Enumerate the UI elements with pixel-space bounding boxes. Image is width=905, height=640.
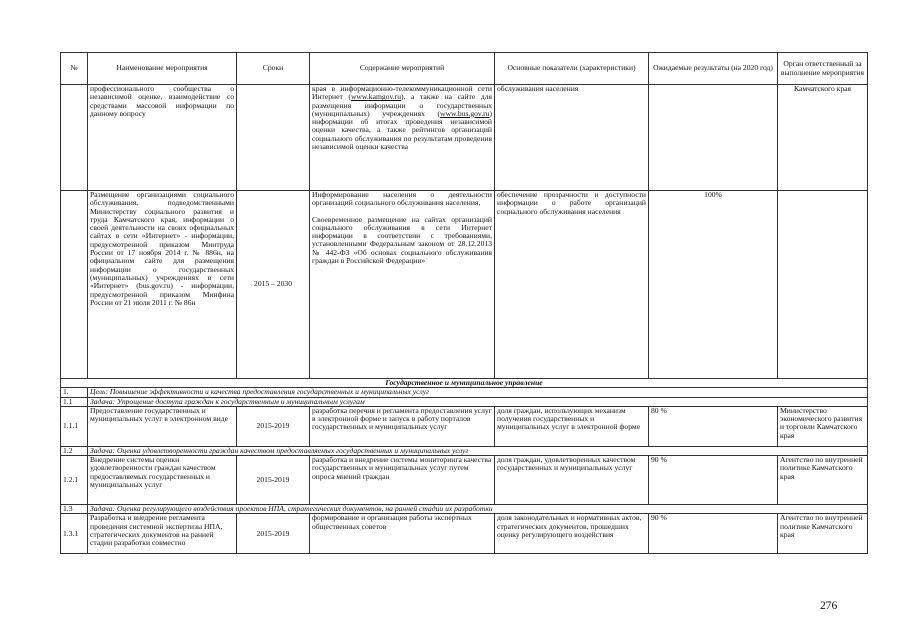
cell-indicators: обслуживания населения	[495, 85, 649, 191]
table-row	[61, 191, 868, 379]
cell-results	[649, 85, 778, 191]
cell-num: 1.3.1	[61, 514, 88, 554]
page-number: 276	[820, 600, 838, 612]
cell-results: 100%	[649, 191, 778, 379]
program-measures-table	[60, 52, 868, 554]
content-paragraph-1: Информирование населения о деятельности организаций социального обслуживания населения,	[312, 190, 492, 208]
cell-org: Камчатского края	[778, 85, 868, 191]
cell-indicators: обеспечение прозрачности и доступности информации о работе организаций социального обслуживания населения	[495, 191, 649, 379]
task-row	[61, 446, 868, 455]
header-content: Содержание мероприятий	[310, 53, 495, 85]
cell-term	[237, 85, 310, 191]
task-row	[61, 505, 868, 514]
task-text: Задача: Оценка регулирующего воздействия проектов НПА, стратегических документов, на ранней стадии их разработки	[88, 505, 868, 514]
header-row	[61, 53, 868, 85]
cell-num	[61, 85, 88, 191]
table-row	[61, 514, 868, 554]
cell-name: Предоставление государственных и муниципальных услуг в электронном виде	[88, 406, 237, 446]
content-text-3: ) информации об итогах проведения независимой оценки качества, а также рейтингов организаций социального обслуживания по результатам проведения независимой оценки качества	[312, 108, 492, 152]
task-num: 1.1	[61, 397, 88, 406]
cell-org: Агентство по внутренней политике Камчатского края	[778, 514, 868, 554]
header-term: Сроки	[237, 53, 310, 85]
cell-org: Министерство экономического развития и торговли Камчатского края	[778, 406, 868, 446]
cell-content: формирование и организация работы экспертных общественных советов	[310, 514, 495, 554]
goal-text: Цель: Повышение эффективности и качества предоставления государственных и муниципальных услуг	[88, 388, 868, 397]
bus-gov-link[interactable]: www.bus.gov.ru	[440, 108, 490, 118]
goal-row	[61, 388, 868, 397]
cell-name: Внедрение системы оценки удовлетворенности граждан качеством предоставляемых государственных и муниципальных услуг	[88, 456, 237, 505]
task-num: 1.3	[61, 505, 88, 514]
cell-term: 2015 – 2030	[237, 191, 310, 379]
cell-org: Агентство по внутренней политике Камчатского края	[778, 456, 868, 505]
cell-name: Разработка и внедрение регламента проведения системной экспертизы НПА, стратегических документов на ранней стадии разработки совместно	[88, 514, 237, 554]
cell-num	[61, 191, 88, 379]
cell-indicators: доля законодательных и нормативных актов, стратегических документов, прошедших оценку регулирующего воздействия	[495, 514, 649, 554]
kamgov-link[interactable]: www.kamgov.ru	[350, 92, 401, 102]
header-name: Наименование мероприятия	[88, 53, 237, 85]
content-paragraph-2: Своевременное размещение на сайтах организаций социального обслуживания в сети Интернет информации в соответствии с требованиями, установленными Федеральным законом от 28.12.2013 № 442-ФЗ «Об основах социального обслуживания граждан в Российской Федерации»	[312, 214, 492, 266]
cell-results: 90 %	[649, 514, 778, 554]
cell-num: 1.1.1	[61, 406, 88, 446]
cell-term: 2015-2019	[237, 456, 310, 505]
content-text-1: края в информационно-телекоммуникационной сети Интернет (	[312, 84, 492, 102]
table-row	[61, 406, 868, 446]
header-num: №	[61, 53, 88, 85]
content-text-2: ), а также на сайте для размещения информации о государственных (муниципальных) учреждениях (	[312, 92, 492, 118]
cell-content: разработка перечня и регламента предоставления услуг в электронной форме и запуск в работу порталов государственных и муниципальных услуг	[310, 406, 495, 446]
header-org: Орган ответственный за выполнение мероприятия	[778, 53, 868, 85]
header-indicators: Основные показатели (характеристики)	[495, 53, 649, 85]
header-results: Ожидаемые результаты (на 2020 год)	[649, 53, 778, 85]
table-row	[61, 85, 868, 191]
cell-name: Размещение организациями социального обслуживания, подведомственными Министерству социального развития и труда Камчатского края, информации о своей деятельности на своих официальных сайтах в сети «Интернет» - информации, предусмотренной приказом Минтруда России от 17 ноября 2014 г. № 886н, на официальном сайте для размещения информации о государственных (муниципальных) учреждениях в сети «Интернет» (bus.gov.ru) - информации, предусмотренной приказом Минфина России от 21 июля 2011 г. № 86н	[88, 191, 237, 379]
cell-indicators: доля граждан, использующих механизм получения государственных и муниципальных услуг в электронной форме	[495, 406, 649, 446]
cell-content: разработка и внедрение системы мониторинга качества государственных и муниципальных услуг путем опроса мнений граждан	[310, 456, 495, 505]
cell-num: 1.2.1	[61, 456, 88, 505]
cell-content	[310, 191, 495, 379]
cell-indicators: доля граждан, удовлетворенных качеством государственных и муниципальных услуг	[495, 456, 649, 505]
cell-name: профессионального сообщества о независимой оценке, взаимодействие со средствами массовой информации по данному вопросу	[88, 85, 237, 191]
table-row	[61, 456, 868, 505]
task-row	[61, 397, 868, 406]
cell-results: 80 %	[649, 406, 778, 446]
cell-term: 2015-2019	[237, 406, 310, 446]
cell-results: 90 %	[649, 456, 778, 505]
task-num: 1.2	[61, 446, 88, 455]
section-row	[61, 379, 868, 388]
cell-term: 2015-2019	[237, 514, 310, 554]
task-text: Задача: Оценка удовлетворенности граждан качеством предоставляемых государственных и муниципальных услуг	[88, 446, 868, 455]
section-title: Государственное и муниципальное управление	[61, 379, 868, 388]
cell-org	[778, 191, 868, 379]
goal-num: 1.	[61, 388, 88, 397]
cell-content	[310, 85, 495, 191]
task-text: Задача: Упрощение доступа граждан к государственным и муниципальным услугам	[88, 397, 868, 406]
